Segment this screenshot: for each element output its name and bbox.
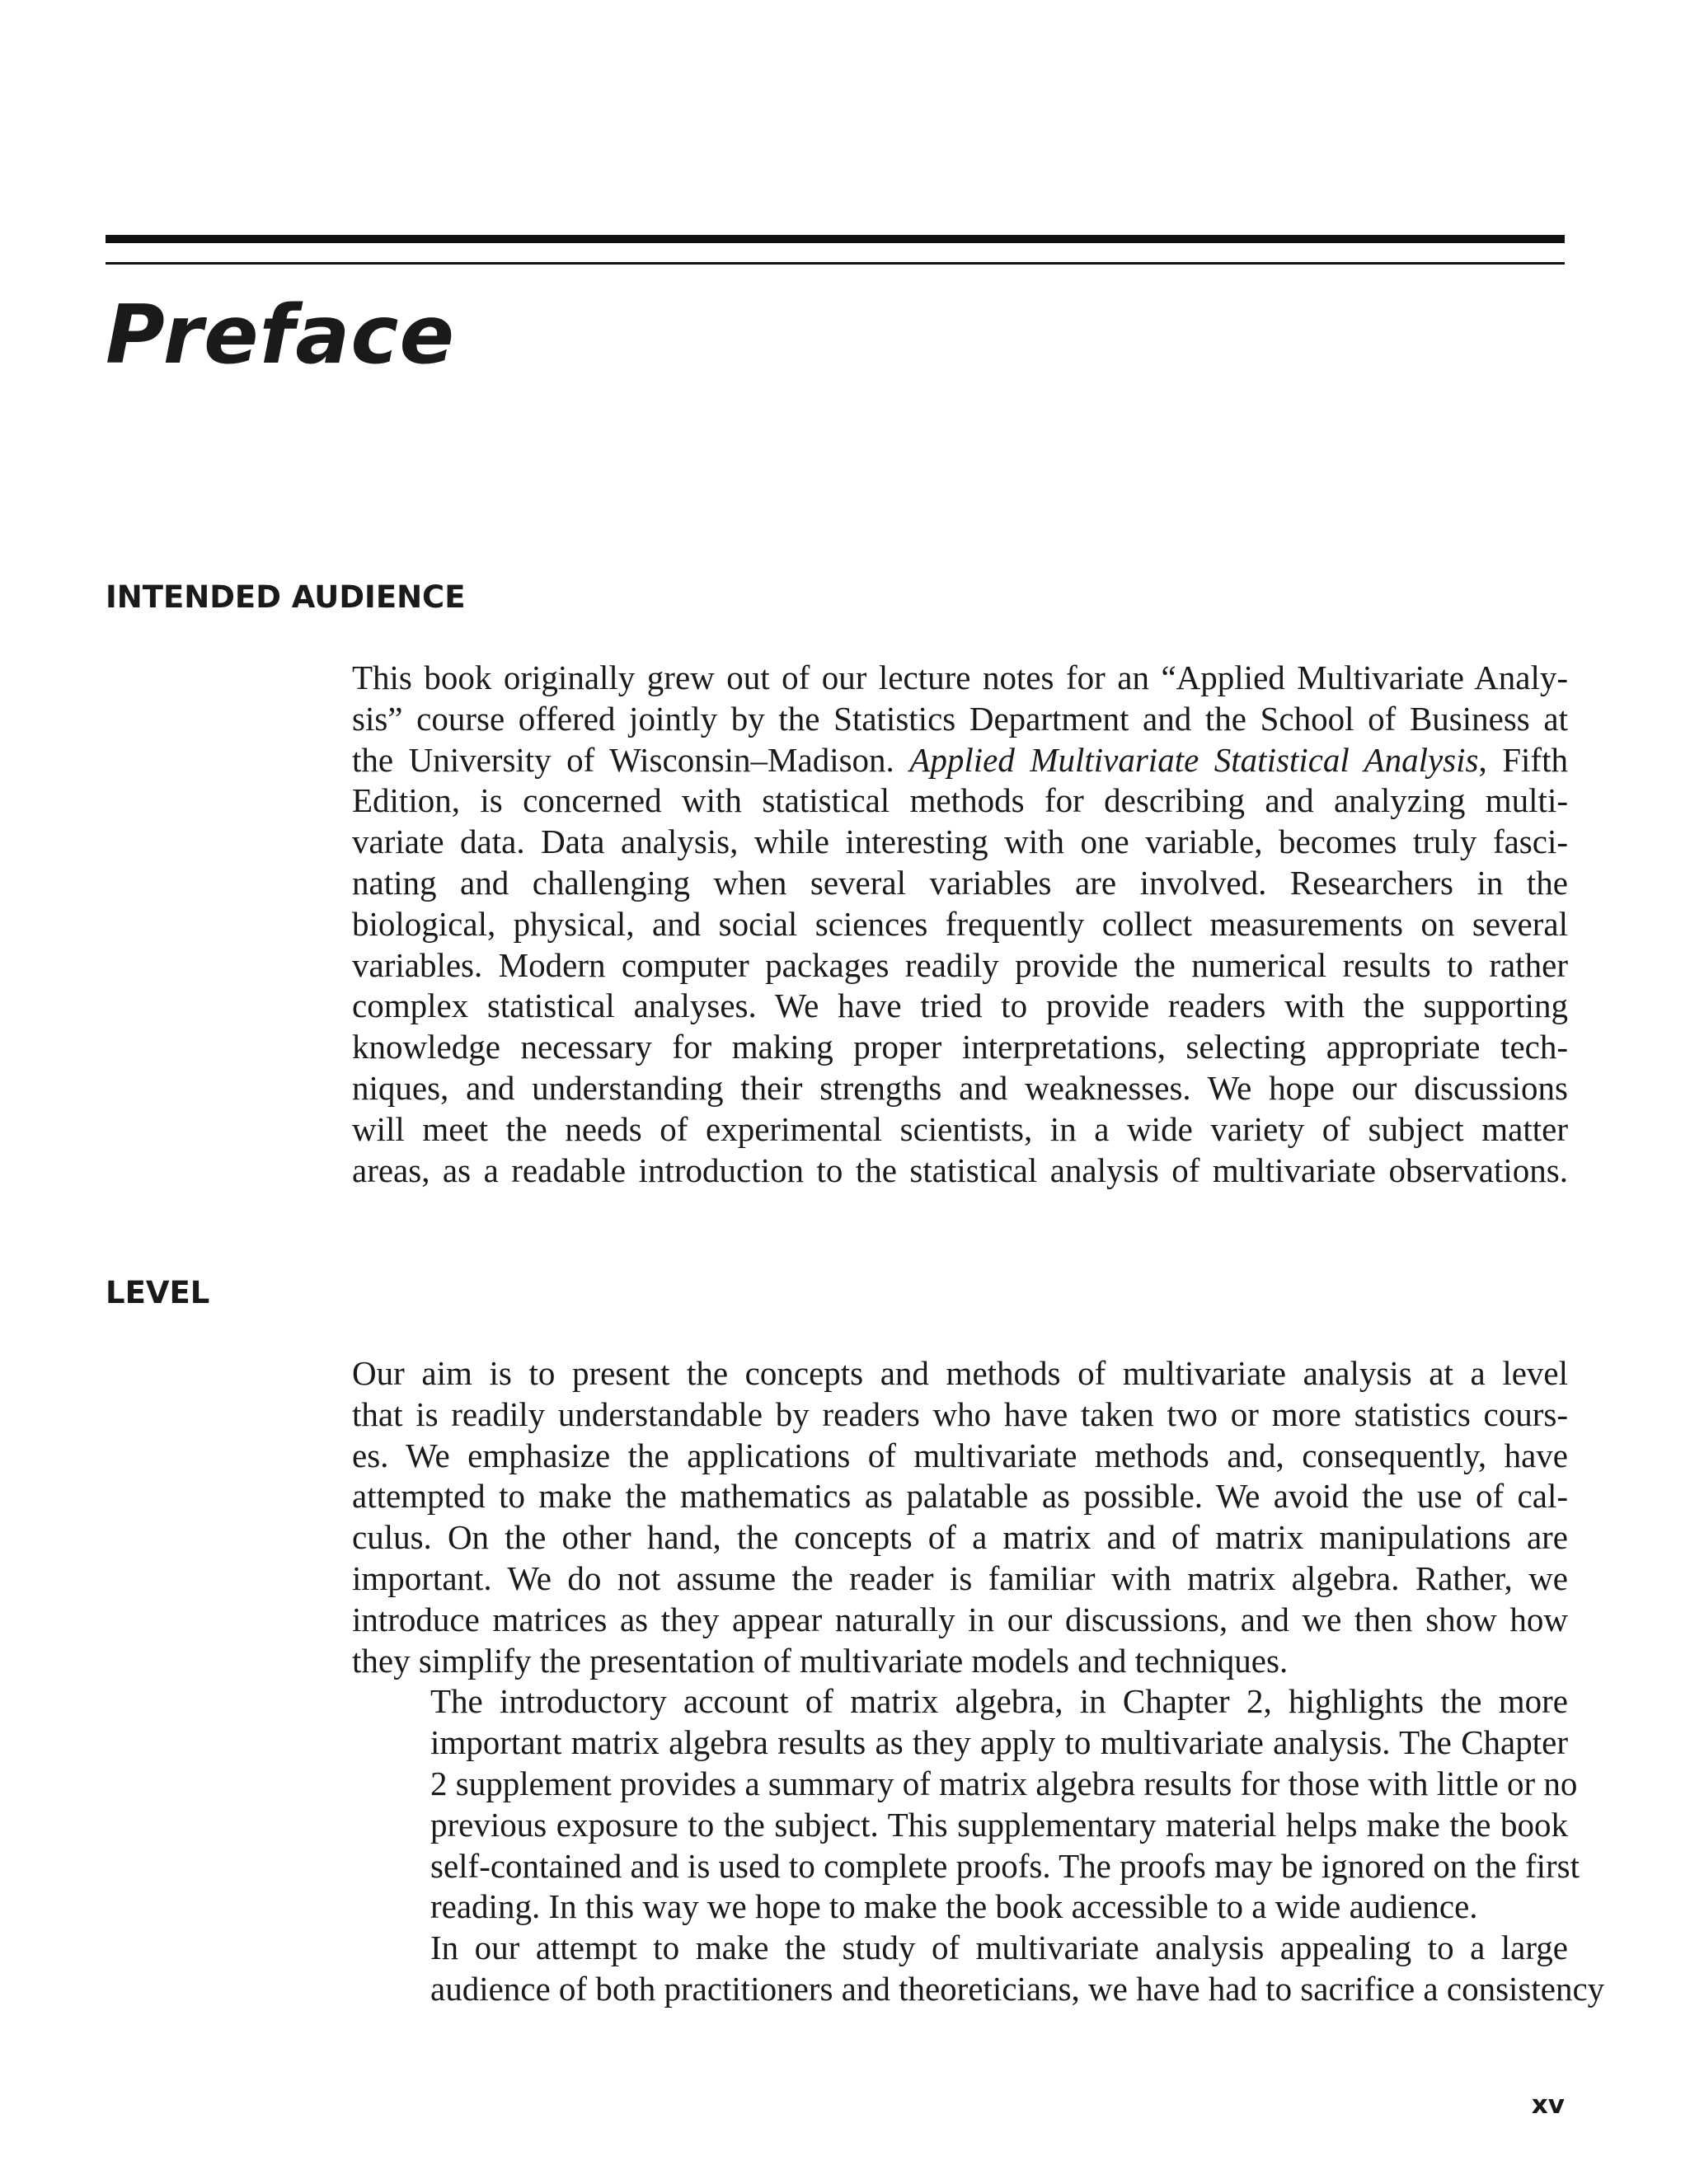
section-heading-intended-audience: INTENDED AUDIENCE <box>106 579 466 615</box>
text-line: variables. Modern computer packages readily provide the numerical results to rather <box>352 945 1568 984</box>
text-line: Edition, is concerned with statistical methods for describing and analyzing multi- <box>352 781 1568 820</box>
text-line: Our aim is to present the concepts and methods of multivariate analysis at a level <box>352 1354 1568 1392</box>
text-line: sis” course offered jointly by the Statistics Department and the School of Business at <box>352 699 1568 738</box>
text-line: reading. In this way we hope to make the book accessible to a wide audience. <box>430 1887 1478 1926</box>
text-line: culus. On the other hand, the concepts of a matrix and of matrix manipulations are <box>352 1518 1568 1557</box>
text-line: attempted to make the mathematics as palatable as possible. We avoid the use of cal- <box>352 1477 1568 1516</box>
text-line: biological, physical, and social sciences frequently collect measurements on several <box>352 904 1568 943</box>
chapter-rule-thick <box>106 235 1565 243</box>
text-line: variate data. Data analysis, while interesting with one variable, becomes truly fasci- <box>352 823 1568 861</box>
paragraph <box>352 658 1568 1191</box>
paragraph <box>352 1353 1568 1681</box>
chapter-rule-thin <box>106 262 1565 265</box>
text-line: important matrix algebra results as they apply to multivariate analysis. The Chapter <box>430 1723 1568 1762</box>
text-line: nating and challenging when several variables are involved. Researchers in the <box>352 863 1568 902</box>
text-line: complex statistical analyses. We have tried to provide readers with the supporting <box>352 987 1568 1025</box>
text-line: will meet the needs of experimental scientists, in a wide variety of subject matter <box>352 1109 1568 1148</box>
paragraph <box>352 1681 1580 1928</box>
text-line: knowledge necessary for making proper interpretations, selecting appropriate tech- <box>352 1028 1568 1066</box>
page-number: xv <box>1531 2090 1565 2120</box>
text-line <box>352 740 1568 781</box>
text-line: niques, and understanding their strengths and weaknesses. We hope our discussions <box>352 1068 1568 1107</box>
text-line: that is readily understandable by readers who have taken two or more statistics cours- <box>352 1394 1568 1433</box>
book-title-italic: Applied Multivariate Statistical Analysis <box>909 740 1479 779</box>
section-heading-level: LEVEL <box>106 1275 210 1310</box>
text-line: audience of both practitioners and theoreticians, we have had to sacrifice a consistency <box>430 1969 1605 2008</box>
text-line: previous exposure to the subject. This supplementary material helps make the book <box>430 1805 1568 1844</box>
text-line: es. We emphasize the applications of multivariate methods and, consequently, have <box>352 1436 1568 1474</box>
section-body-level <box>352 1353 1605 2010</box>
text-line: they simplify the presentation of multivariate models and techniques. <box>352 1641 1289 1680</box>
section-body-intended-audience <box>352 658 1568 1191</box>
text-line: The introductory account of matrix algebra, in Chapter 2, highlights the more <box>430 1682 1568 1721</box>
text-line: introduce matrices as they appear naturally in our discussions, and we then show how <box>352 1600 1568 1638</box>
text-line: self-contained and is used to complete proofs. The proofs may be ignored on the first <box>430 1846 1580 1885</box>
text-line: 2 supplement provides a summary of matrix algebra results for those with little or no <box>430 1764 1578 1802</box>
paragraph <box>352 1928 1605 2010</box>
text-segment: the University of Wisconsin–Madison. <box>352 740 910 779</box>
text-line: areas, as a readable introduction to the statistical analysis of multivariate observations. <box>352 1151 1568 1189</box>
text-segment: , Fifth <box>1478 740 1568 779</box>
chapter-title: Preface <box>106 288 455 382</box>
text-line: This book originally grew out of our lecture notes for an “Applied Multivariate Analy- <box>352 658 1568 696</box>
text-line: important. We do not assume the reader is familiar with matrix algebra. Rather, we <box>352 1558 1568 1597</box>
text-line: In our attempt to make the study of multivariate analysis appealing to a large <box>430 1929 1568 1967</box>
